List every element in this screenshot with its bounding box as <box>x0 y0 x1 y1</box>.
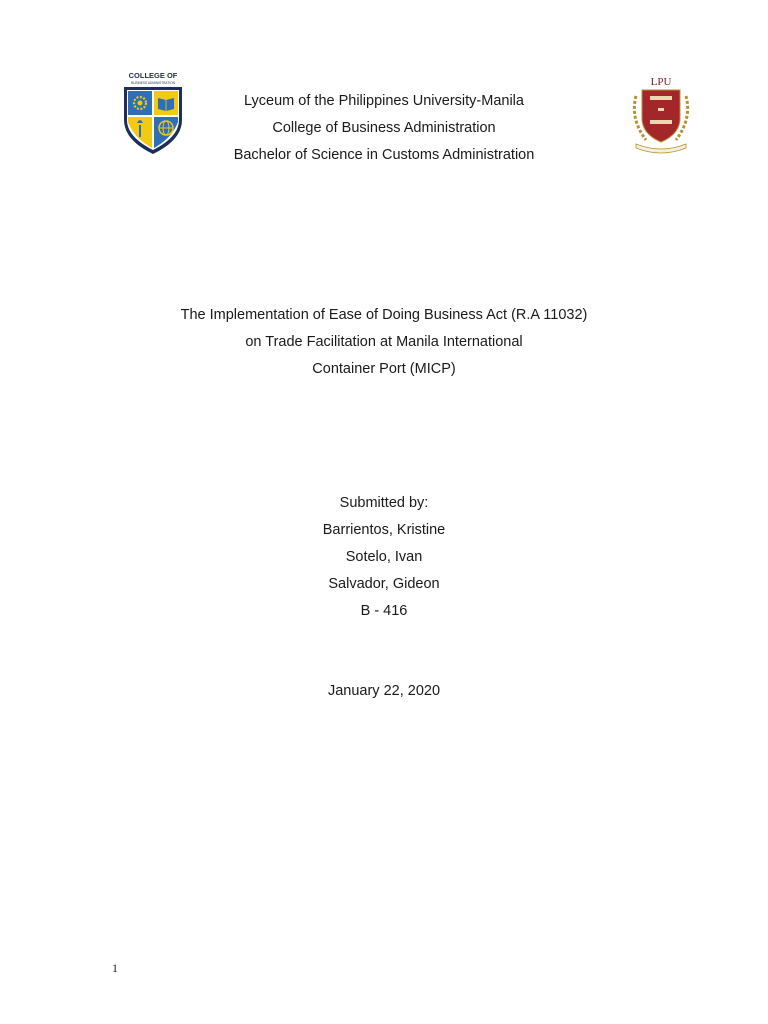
author-name: Barrientos, Kristine <box>322 522 446 538</box>
college-name: College of Business Administration <box>272 120 496 136</box>
author-name: Sotelo, Ivan <box>345 549 423 565</box>
title-line-3: Container Port (MICP) <box>312 361 456 377</box>
section-code: B - 416 <box>360 603 408 619</box>
university-name: Lyceum of the Philippines University-Manila <box>244 93 524 109</box>
program-name: Bachelor of Science in Customs Administration <box>233 147 535 163</box>
submission-date: January 22, 2020 <box>327 683 441 699</box>
college-logo <box>118 70 188 156</box>
page-number: 1 <box>112 961 118 975</box>
logo-text-top: COLLEGE OF <box>128 71 178 80</box>
submitted-by-label: Submitted by: <box>339 495 429 511</box>
title-line-2: on Trade Facilitation at Manila International <box>245 334 523 350</box>
logo-text-sub: BUSINESS ADMINISTRATION <box>131 81 175 85</box>
lpu-seal-icon <box>628 74 694 154</box>
title-line-1: The Implementation of Ease of Doing Business Act (R.A 11032) <box>180 307 588 323</box>
lpu-logo <box>628 74 694 154</box>
author-name: Salvador, Gideon <box>328 576 440 592</box>
college-shield-icon <box>118 70 188 156</box>
lpu-logo-text: LPU <box>650 76 672 88</box>
